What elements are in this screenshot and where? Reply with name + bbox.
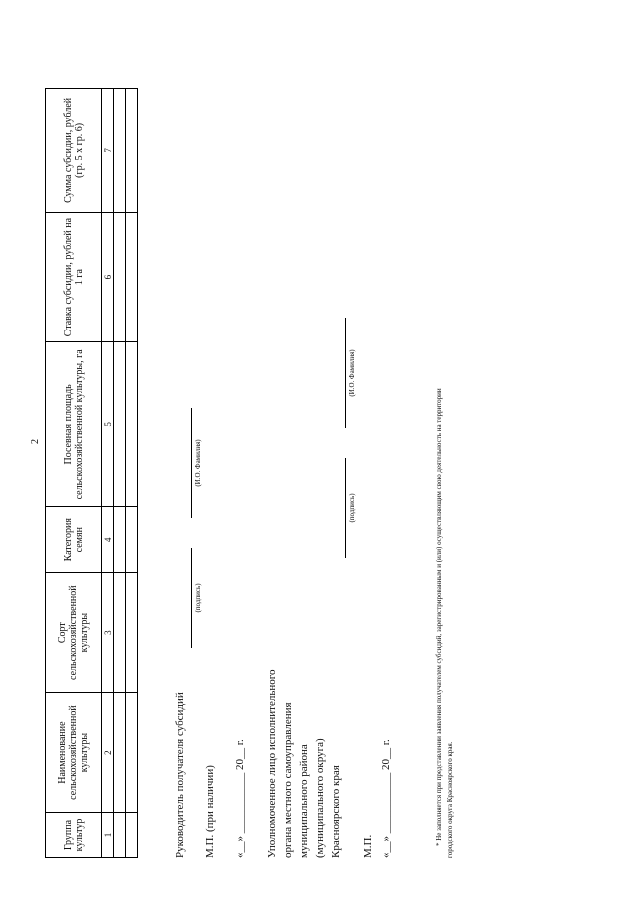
rotated-content bbox=[45, 58, 605, 858]
empty-row bbox=[126, 89, 138, 858]
table-cell bbox=[114, 212, 126, 342]
header-crop-group: Группа культур bbox=[46, 813, 102, 858]
page-number: 2 bbox=[30, 439, 41, 444]
signature-line bbox=[345, 458, 346, 558]
column-number: 1 bbox=[102, 813, 114, 858]
signature-caption: (подпись) bbox=[194, 583, 202, 613]
column-number: 3 bbox=[102, 573, 114, 693]
table-cell bbox=[114, 507, 126, 573]
table-cell bbox=[114, 693, 126, 813]
signature-caption: (подпись) bbox=[348, 493, 356, 523]
header-subsidy-amount: Сумма субсидии, рублей (гр. 5 х гр. 6) bbox=[46, 89, 102, 213]
column-number: 2 bbox=[102, 693, 114, 813]
table-cell bbox=[114, 573, 126, 693]
table-cell bbox=[126, 507, 138, 573]
table-cell bbox=[126, 813, 138, 858]
name-line bbox=[345, 318, 346, 428]
name-caption: (И.О. Фамилия) bbox=[348, 349, 356, 397]
table-cell bbox=[114, 342, 126, 507]
header-crop-variety: Сорт сельскохозяйственной культуры bbox=[46, 573, 102, 693]
signature-line bbox=[191, 548, 192, 648]
footnote-line-1: * Не заполняется при представлении заявления получателем субсидий, зарегистрированным и (или) осуществляющим свою деятельность на территории bbox=[435, 388, 443, 846]
table-cell bbox=[114, 89, 126, 213]
official-line-4: (муниципального округа) bbox=[314, 738, 326, 858]
header-crop-name: Наименование сельскохозяйственной культуры bbox=[46, 693, 102, 813]
official-line-3: муниципального района bbox=[298, 744, 310, 858]
table-cell bbox=[126, 342, 138, 507]
table-cell bbox=[126, 212, 138, 342]
table-header-row bbox=[46, 89, 102, 858]
column-number: 6 bbox=[102, 212, 114, 342]
name-caption: (И.О. Фамилия) bbox=[194, 439, 202, 487]
stamp-label: М.П. (при наличии) bbox=[204, 765, 216, 858]
header-subsidy-rate: Ставка субсидии, рублей на 1 га bbox=[46, 212, 102, 342]
official-line-5: Красноярского края bbox=[330, 765, 342, 858]
table-cell bbox=[126, 89, 138, 213]
subsidy-table bbox=[45, 88, 138, 858]
name-line bbox=[191, 408, 192, 518]
column-number: 7 bbox=[102, 89, 114, 213]
footnote-line-2: городского округа Красноярского края. bbox=[446, 741, 454, 858]
column-number: 4 bbox=[102, 507, 114, 573]
column-number: 5 bbox=[102, 342, 114, 507]
official-line-2: органа местного самоуправления bbox=[282, 702, 294, 858]
header-seed-category: Категория семян bbox=[46, 507, 102, 573]
empty-row bbox=[114, 89, 126, 858]
header-sown-area: Посевная площадь сельскохозяйственной культуры, га bbox=[46, 342, 102, 507]
column-number-row bbox=[102, 89, 114, 858]
table-cell bbox=[126, 693, 138, 813]
official-line-1: Уполномоченное лицо исполнительного bbox=[266, 669, 278, 858]
official-date-line: «__» ___________ 20__ г. bbox=[380, 739, 392, 858]
date-line: «__» ___________ 20__ г. bbox=[234, 739, 246, 858]
official-stamp-label: М.П. bbox=[362, 834, 374, 858]
recipient-head-label: Руководитель получателя субсидий bbox=[174, 692, 186, 858]
table-cell bbox=[126, 573, 138, 693]
table-cell bbox=[114, 813, 126, 858]
